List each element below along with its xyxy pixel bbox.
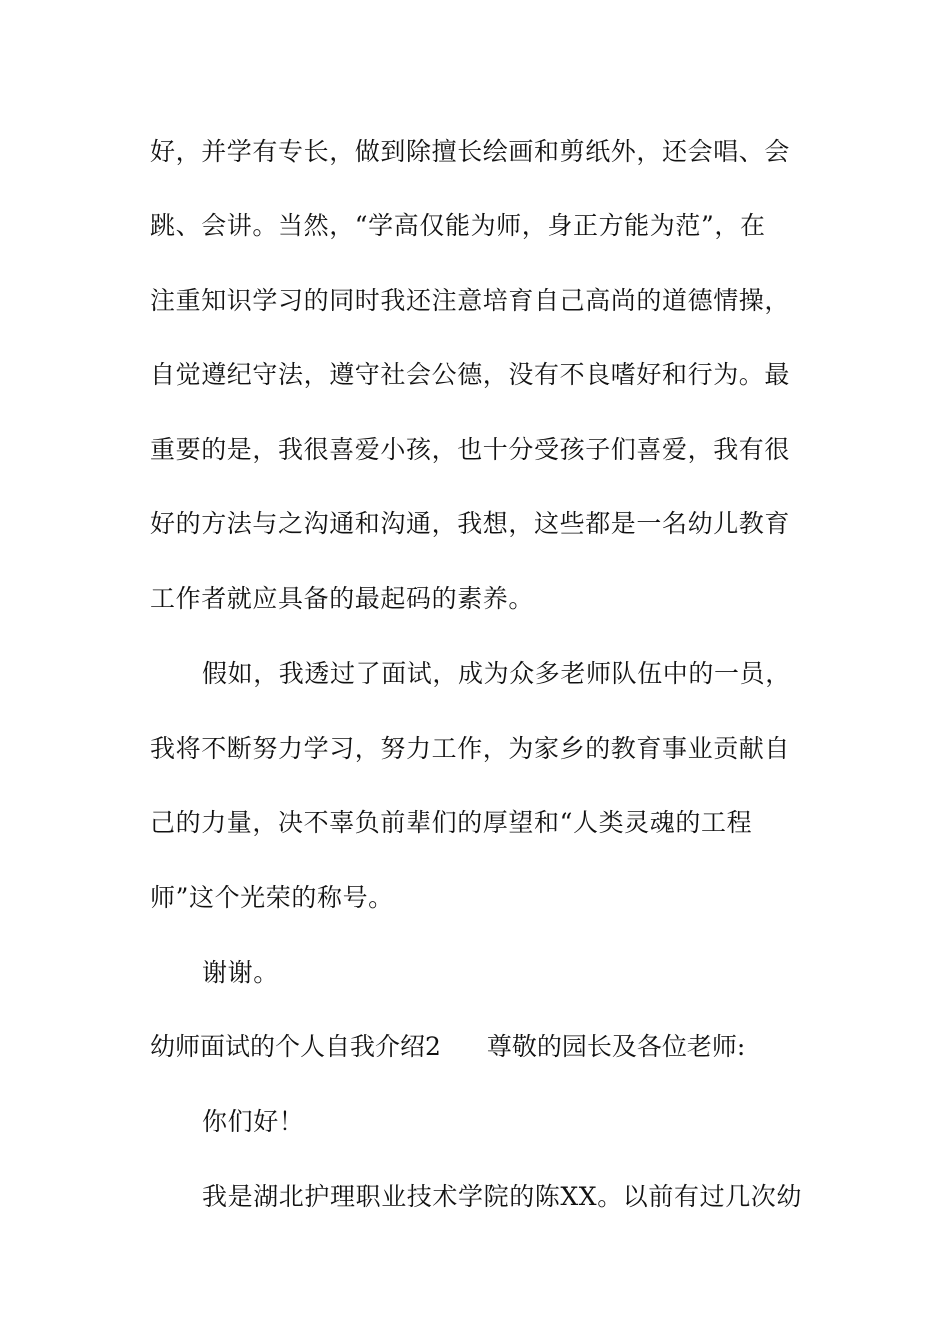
paragraph-2-line-2: 我将不断努力学习，努力工作，为家乡的教育事业贡献自 [150,734,791,763]
paragraph-1-line-7: 工作者就应具备的最起码的素养。 [150,584,535,613]
paragraph-1-line-2: 跳、会讲。当然，“学高仅能为师，身正方能为范”，在 [150,211,766,240]
paragraph-3-line-1: 我是湖北护理职业技术学院的陈XX。以前有过几次幼 [202,1182,802,1211]
paragraph-2-line-1: 假如，我透过了面试，成为众多老师队伍中的一员， [202,659,791,688]
paragraph-1-line-5: 重要的是，我很喜爱小孩，也十分受孩子们喜爱，我有很 [150,435,791,464]
paragraph-2-line-4: 师”这个光荣的称号。 [150,883,394,912]
paragraph-1-line-4: 自觉遵纪守法，遵守社会公德，没有不良嗜好和行为。最 [150,360,791,389]
thanks-text: 谢谢。 [202,958,279,987]
paragraph-1-line-1: 好，并学有专长，做到除擅长绘画和剪纸外，还会唱、会 [150,137,791,166]
salutation-text: 尊敬的园长及各位老师: [486,1032,746,1061]
paragraph-1-line-3: 注重知识学习的同时我还注意培育自己高尚的道德情操， [150,286,791,315]
section-heading-row [150,1031,745,1063]
section-title: 幼师面试的个人自我介绍2 [150,1032,441,1061]
paragraph-2-line-3: 己的力量，决不辜负前辈们的厚望和“人类灵魂的工程 [150,808,753,837]
paragraph-1-line-6: 好的方法与之沟通和沟通，我想，这些都是一名幼儿教育 [150,509,791,538]
greeting-text: 你们好！ [202,1107,305,1136]
